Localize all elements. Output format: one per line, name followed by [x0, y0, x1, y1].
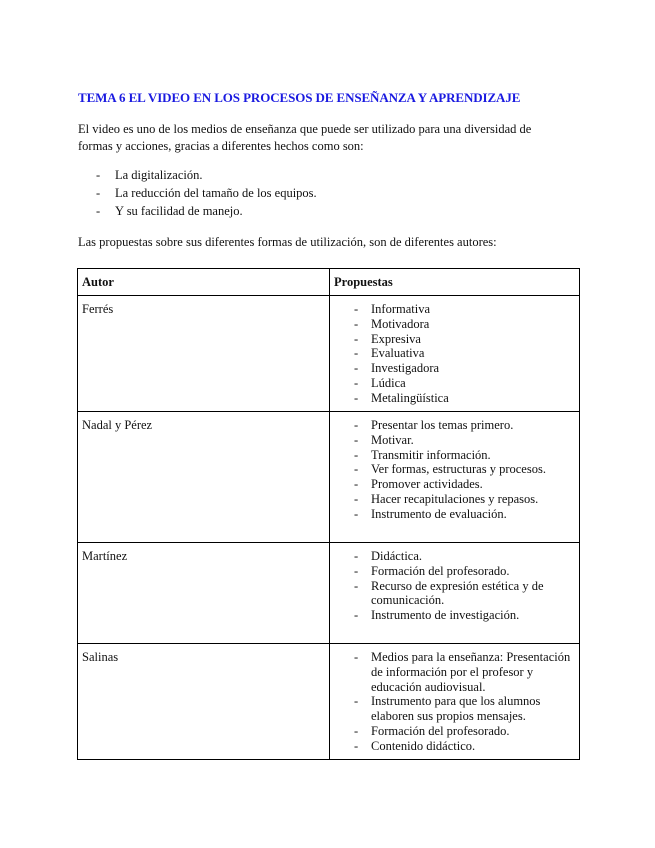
proposal-item: - Presentar los temas primero.	[354, 418, 575, 433]
proposals-cell	[330, 296, 580, 412]
table-row	[78, 296, 580, 412]
proposals-list	[334, 549, 575, 623]
proposal-item: - Transmitir información.	[354, 448, 575, 463]
proposal-item: - Formación del profesorado.	[354, 724, 575, 739]
proposal-item: - Contenido didáctico.	[354, 739, 575, 754]
fact-item: - Y su facilidad de manejo.	[96, 202, 317, 220]
authors-table	[77, 268, 580, 760]
fact-item: - La reducción del tamaño de los equipos.	[96, 184, 317, 202]
proposals-list	[334, 650, 575, 754]
proposals-cell	[330, 644, 580, 760]
proposal-item: - Informativa	[354, 302, 575, 317]
table-row	[78, 543, 580, 644]
proposal-item: - Investigadora	[354, 361, 575, 376]
table-header-row	[78, 269, 580, 296]
proposals-cell	[330, 412, 580, 543]
proposal-item: - Instrumento para que los alumnos elaboren sus propios mensajes.	[354, 694, 575, 724]
proposal-item: - Motivar.	[354, 433, 575, 448]
author-cell: Nadal y Pérez	[78, 412, 330, 543]
proposal-item: - Medios para la enseñanza: Presentación de información por el profesor y educación audiovisual.	[354, 650, 575, 694]
proposal-item: - Hacer recapitulaciones y repasos.	[354, 492, 575, 507]
table-row	[78, 644, 580, 760]
proposal-item: - Formación del profesorado.	[354, 564, 575, 579]
table-row	[78, 412, 580, 543]
author-cell: Salinas	[78, 644, 330, 760]
proposal-item: - Promover actividades.	[354, 477, 575, 492]
lead-paragraph: Las propuestas sobre sus diferentes formas de utilización, son de diferentes autores:	[78, 235, 497, 249]
author-cell: Ferrés	[78, 296, 330, 412]
facts-list	[96, 166, 317, 220]
proposal-item: - Recurso de expresión estética y de comunicación.	[354, 579, 575, 609]
proposals-list	[334, 302, 575, 406]
proposal-item: - Metalingüística	[354, 391, 575, 406]
header-autor: Autor	[78, 269, 330, 296]
document-title: TEMA 6 EL VIDEO EN LOS PROCESOS DE ENSEÑANZA Y APRENDIZAJE	[78, 90, 521, 105]
proposal-item: - Evaluativa	[354, 346, 575, 361]
proposals-list	[334, 418, 575, 522]
proposal-item: - Ver formas, estructuras y procesos.	[354, 462, 575, 477]
proposal-item: - Instrumento de evaluación.	[354, 507, 575, 522]
proposals-cell	[330, 543, 580, 644]
author-cell: Martínez	[78, 543, 330, 644]
header-propuestas: Propuestas	[330, 269, 580, 296]
fact-item: - La digitalización.	[96, 166, 317, 184]
proposal-item: - Instrumento de investigación.	[354, 608, 575, 623]
proposal-item: - Motivadora	[354, 317, 575, 332]
proposal-item: - Expresiva	[354, 332, 575, 347]
intro-paragraph: El video es uno de los medios de enseñanza que puede ser utilizado para una diversidad de formas y acciones, gracias a diferentes hechos como son:	[78, 122, 532, 153]
proposal-item: - Didáctica.	[354, 549, 575, 564]
proposal-item: - Lúdica	[354, 376, 575, 391]
